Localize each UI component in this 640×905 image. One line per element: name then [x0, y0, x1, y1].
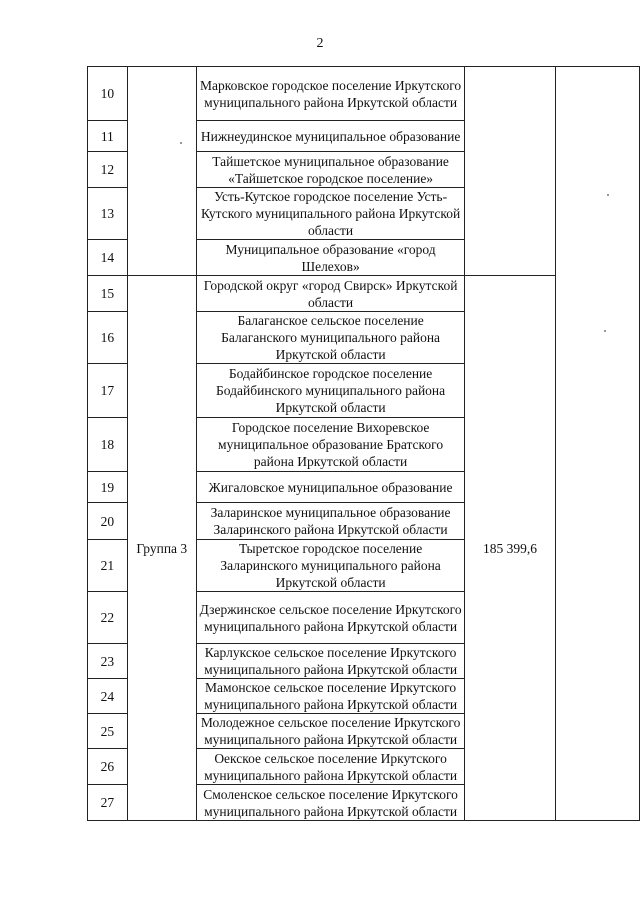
row-number: 16 [88, 312, 128, 364]
group-amount: 185 399,6 [465, 276, 555, 821]
municipality-name: Городское поселение Вихоревское муниципальное образование Братского района Иркутской области [196, 418, 464, 472]
row-number: 21 [88, 540, 128, 592]
row-number: 24 [88, 679, 128, 714]
municipality-name: Балаганское сельское поселение Балаганского муниципального района Иркутской области [196, 312, 464, 364]
scan-speck [604, 330, 606, 332]
municipality-name: Оекское сельское поселение Иркутского муниципального района Иркутской области [196, 749, 464, 785]
row-number: 15 [88, 276, 128, 312]
municipality-name: Марковское городское поселение Иркутского муниципального района Иркутской области [196, 67, 464, 121]
page-number: 2 [316, 36, 324, 51]
row-number: 22 [88, 592, 128, 644]
table-row [88, 67, 640, 121]
row-number: 11 [88, 121, 128, 152]
row-number: 17 [88, 364, 128, 418]
municipality-table [87, 66, 640, 821]
municipality-name: Жигаловское муниципальное образование [196, 472, 464, 503]
row-number: 14 [88, 240, 128, 276]
amount-cell [465, 67, 555, 276]
municipality-name: Нижнеудинское муниципальное образование [196, 121, 464, 152]
row-number: 25 [88, 714, 128, 749]
municipality-name: Усть-Кутское городское поселение Усть-Кутского муниципального района Иркутской области [196, 188, 464, 240]
municipality-name: Городской округ «город Свирск» Иркутской области [196, 276, 464, 312]
row-number: 13 [88, 188, 128, 240]
row-number: 12 [88, 152, 128, 188]
municipality-name: Муниципальное образование «город Шелехов» [196, 240, 464, 276]
extra-column [555, 67, 639, 821]
municipality-name: Тайшетское муниципальное образование «Тайшетское городское поселение» [196, 152, 464, 188]
row-number: 27 [88, 785, 128, 821]
municipality-name: Бодайбинское городское поселение Бодайбинского муниципального района Иркутской области [196, 364, 464, 418]
scan-speck [180, 142, 182, 144]
municipality-name: Смоленское сельское поселение Иркутского муниципального района Иркутской области [196, 785, 464, 821]
group-cell [127, 67, 196, 276]
row-number: 18 [88, 418, 128, 472]
row-number: 26 [88, 749, 128, 785]
row-number: 19 [88, 472, 128, 503]
municipality-name: Карлукское сельское поселение Иркутского муниципального района Иркутской области [196, 644, 464, 679]
row-number: 10 [88, 67, 128, 121]
row-number: 20 [88, 503, 128, 540]
municipality-name: Дзержинское сельское поселение Иркутского муниципального района Иркутской области [196, 592, 464, 644]
municipality-name: Тыретское городское поселение Заларинского муниципального района Иркутской области [196, 540, 464, 592]
row-number: 23 [88, 644, 128, 679]
municipality-name: Молодежное сельское поселение Иркутского муниципального района Иркутской области [196, 714, 464, 749]
group-label: Группа 3 [127, 276, 196, 821]
municipality-name: Мамонское сельское поселение Иркутского муниципального района Иркутской области [196, 679, 464, 714]
municipality-name: Заларинское муниципальное образование Заларинского района Иркутской области [196, 503, 464, 540]
scan-speck [607, 194, 609, 196]
